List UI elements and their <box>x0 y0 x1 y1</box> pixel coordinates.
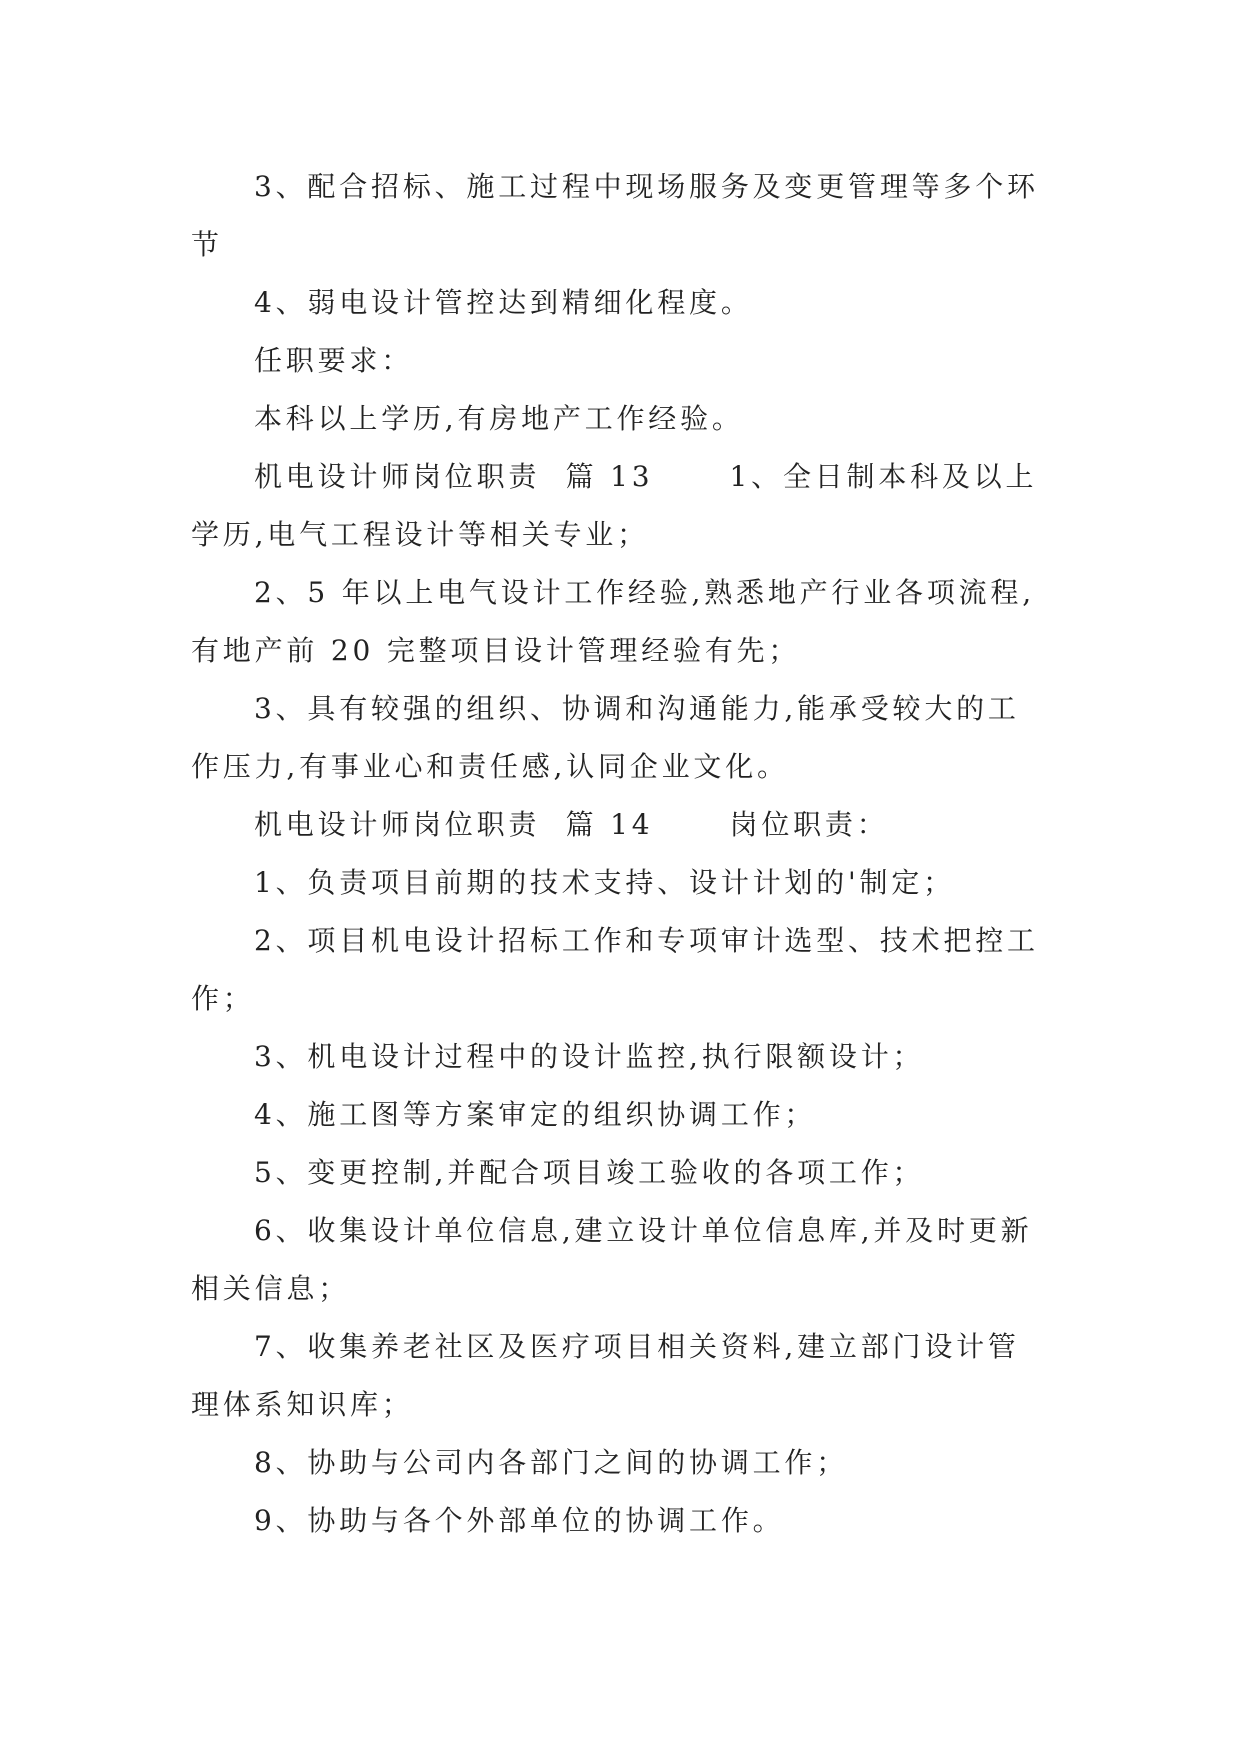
paragraph: 本科以上学历,有房地产工作经验。 <box>254 402 744 435</box>
paragraph: 3、具有较强的组织、协调和沟通能力,能承受较大的工作压力,有事业心和责任感,认同企业文化。 <box>191 692 1020 783</box>
paragraph: 2、项目机电设计招标工作和专项审计选型、技术把控工作； <box>191 924 1039 1015</box>
paragraph: 5、变更控制,并配合项目竣工验收的各项工作； <box>254 1156 925 1189</box>
paragraph: 3、机电设计过程中的设计监控,执行限额设计； <box>254 1040 925 1073</box>
paragraph: 9、协助与各个外部单位的协调工作。 <box>254 1504 785 1537</box>
document-body <box>191 158 1051 1550</box>
paragraph: 4、弱电设计管控达到精细化程度。 <box>254 286 753 319</box>
paragraph: 任职要求： <box>254 344 414 377</box>
section-heading-paragraph: 机电设计师岗位职责 篇 14 岗位职责： <box>254 808 889 841</box>
section-heading-paragraph: 机电设计师岗位职责 篇 13 1、全日制本科及以上学历,电气工程设计等相关专业； <box>191 460 1038 551</box>
paragraph: 1、负责项目前期的技术支持、设计计划的'制定； <box>254 866 955 899</box>
paragraph: 7、收集养老社区及医疗项目相关资料,建立部门设计管理体系知识库； <box>191 1330 1020 1421</box>
paragraph: 8、协助与公司内各部门之间的协调工作； <box>254 1446 849 1479</box>
paragraph: 4、施工图等方案审定的组织协调工作； <box>254 1098 817 1131</box>
paragraph: 2、5 年以上电气设计工作经验,熟悉地产行业各项流程,有地产前 20 完整项目设计管理经验有先； <box>191 576 1035 667</box>
paragraph: 3、配合招标、施工过程中现场服务及变更管理等多个环节 <box>191 170 1039 261</box>
paragraph: 6、收集设计单位信息,建立设计单位信息库,并及时更新相关信息； <box>191 1214 1033 1305</box>
